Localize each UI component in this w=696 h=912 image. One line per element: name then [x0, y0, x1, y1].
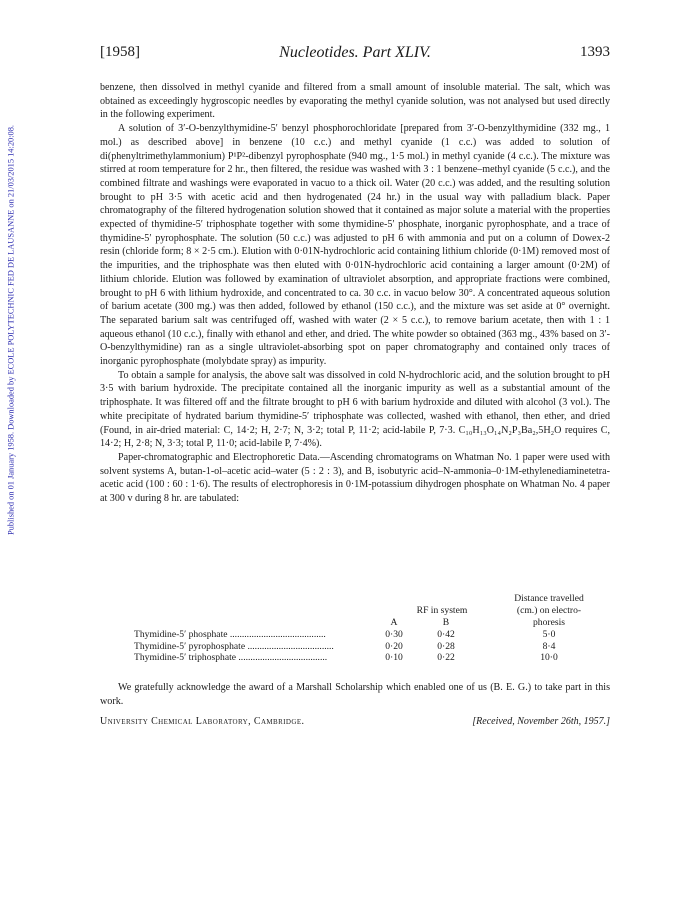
affiliation: University Chemical Laboratory, Cambridge.	[100, 716, 305, 727]
row-rf-b: 0·22	[437, 652, 455, 663]
row-distance: 5·0	[542, 629, 556, 640]
paragraph-4: Paper-chromatographic and Electrophoretic Data.—Ascending chromatograms on Whatman No. 1 paper were used with solvent systems A, butan-1-ol–acetic acid–water (5 : 2 : 3), and B, isobutyric acid–N-ammonia–0·1M-ethylenediaminetetra-acetic acid (100 : 60 : 1·6). The results of electrophoresis in 0·1M-potassium dihydrogen phosphate on Whatman No. 4 paper at 300 v during 8 hr. are tabulated:	[100, 451, 610, 505]
table-header-col-b: B	[442, 616, 450, 628]
row-compound: Thymidine-5′ pyrophosphate ....................................	[134, 640, 334, 652]
table-header-rf: RF in system	[416, 604, 468, 616]
download-notice-sidebar	[4, 60, 18, 600]
table-header-distance: Distance travelled (cm.) on electro- phoresis	[514, 593, 584, 628]
row-compound: Thymidine-5′ triphosphate .....................................	[134, 652, 328, 663]
table-row	[134, 641, 616, 653]
row-rf-a: 0·20	[385, 640, 403, 652]
row-distance: 10·0	[540, 652, 558, 663]
received-date: [Received, November 26th, 1957.]	[472, 716, 610, 727]
row-compound: Thymidine-5′ phosphate ........................................	[134, 629, 326, 640]
header-title: Nucleotides. Part XLIV.	[279, 44, 431, 61]
row-rf-a: 0·10	[385, 652, 403, 663]
table-row	[134, 652, 616, 664]
paragraph-2: A solution of 3′-O-benzylthymidine-5′ benzyl phosphorochloridate [prepared from 3′-O-benzylthymidine (332 mg., 1 mol.) as described above] in benzene (10 c.c.) and methyl cyanide (1 c.c.) was added to solution of di(phenyltrimethylammonium) P¹P²-dibenzyl pyrophosphate (940 mg., 1·5 mol.) in methyl cyanide (4 c.c.). The mixture was stirred at room temperature for 2 hr., then filtered, the residue was washed with 3 : 1 benzene–methyl cyanide (5 c.c.), and the combined filtrate and washings were evaporated in vacuo to a thick oil. Water (20 c.c.) was added, and the resulting solution brought to pH 3·5 with acetic acid and then hydrogenated (24 hr.) in the usual way with palladium black. Paper chromatography of the filtered hydrogenation solution showed that it contained as major solute a material with the properties expected of thymidine-5′ triphosphate together with some thymidine-5′ phosphate, inorganic pyrophosphate, and a trace of thymidine-5′ pyrophosphate. The solution (50 c.c.) was adjusted to pH 6 with ammonia and put on a column of Dowex-2 resin (chloride form; 8 × 2·5 cm.). Elution with 0·01N-hydrochloric acid containing lithium chloride (0·1M) removed most of the impurities, and the triphosphate was then eluted with 0·01N-hydrochloric acid containing a larger amount (0·2M) of lithium chloride. Elution was followed by examination of ultraviolet absorption, and appropriate fractions were combined, brought to pH 6 with lithium hydroxide, and concentrated to ca. 30 c.c. in vacuo below 30°. A concentrated aqueous solution of barium acetate (300 mg.) was then added, followed by ethanol (150 c.c.), and the mixture was set aside at 0° overnight. The separated barium salt was centrifuged off, washed with water (2 × 5 c.c.), to remove barium acetate, then with 1 : 1 aqueous ethanol (10 c.c.), finally with ethanol and ether, and dried. The white powder so obtained (363 mg., 43% based on 3′-O-benzylthymidine) ran as a single ultraviolet-absorbing spot on paper chromatography and contained only traces of inorganic pyrophosphate (molybdate spray) as impurity.	[100, 123, 610, 368]
row-rf-b: 0·42	[437, 629, 455, 640]
table-row	[134, 629, 616, 641]
acknowledgement: We gratefully acknowledge the award of a Marshall Scholarship which enabled one of us (B. E. G.) to take part in this work.	[100, 682, 610, 707]
row-distance: 8·4	[542, 640, 556, 652]
paragraph-1: benzene, then dissolved in methyl cyanide and filtered from a small amount of insoluble material. The salt, which was obtained as exceedingly hygroscopic needles by evaporating the methyl cyanide solution, was not analysed but used directly in the following experiment.	[100, 82, 610, 121]
running-header	[100, 44, 610, 64]
row-rf-a: 0·30	[385, 629, 403, 640]
page-number: 1393	[580, 44, 610, 60]
paragraph-3: To obtain a sample for analysis, the above salt was dissolved in cold N-hydrochloric acid, and the solution brought to pH 3·5 with barium hydroxide. The precipitate contained all the inorganic impurity as well as a substantial amount of the triphosphate. It was filtered off and the filtrate brought to pH 6 with barium hydroxide and diluted with alcohol (3 vol.). The white precipitate of hydrated barium thymidine-5′ triphosphate was collected, washed with ethanol, then ether, and dried (Found, in air-dried material: C, 14·2; H, 2·7; N, 3·2; total P, 11·2; acid-labile P, 7·3. C₁₀H₁₃O₁₄N₂P₃Ba₂,5H₂O requires C, 14·2; H, 2·8; N, 3·3; total P, 11·0; acid-labile P, 7·4%).	[100, 369, 610, 450]
header-year: [1958]	[100, 44, 140, 60]
download-notice-text: Published on 01 January 1958. Downloaded by ECOLE POLYTECHNIC FED DE LAUSANNE on 21/03/2015 14:20:08.	[6, 125, 16, 535]
table-header-col-a: A	[390, 616, 398, 628]
article-body	[100, 81, 610, 506]
row-rf-b: 0·28	[437, 640, 455, 652]
